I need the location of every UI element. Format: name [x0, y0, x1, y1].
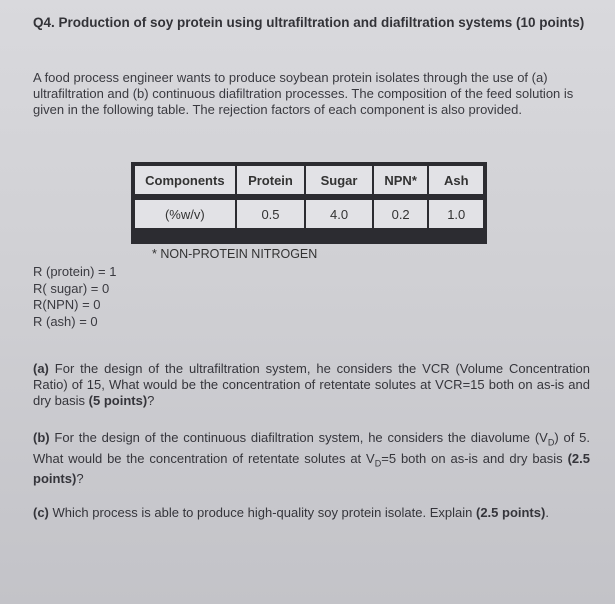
cell-npn: 0.2	[373, 199, 429, 229]
cell-sugar: 4.0	[305, 199, 373, 229]
question-title: Q4. Production of soy protein using ultrafiltration and diafiltration systems (10 points)	[33, 15, 585, 30]
question-c-text: Which process is able to produce high-quality soy protein isolate. Explain	[52, 505, 473, 520]
table-footnote: * NON-PROTEIN NITROGEN	[152, 247, 318, 261]
question-c-end: .	[545, 505, 549, 520]
question-c	[33, 505, 590, 521]
question-a	[33, 361, 590, 409]
question-c-label: (c)	[33, 505, 49, 520]
question-b-label: (b)	[33, 430, 50, 445]
header-sugar: Sugar	[305, 165, 373, 195]
header-components: Components	[134, 165, 236, 195]
cell-protein: 0.5	[236, 199, 306, 229]
cell-ash: 1.0	[428, 199, 484, 229]
rejection-factors	[33, 264, 116, 330]
factor-ash: R (ash) = 0	[33, 313, 98, 329]
question-c-points: (2.5 points)	[475, 505, 546, 520]
question-a-label: (a)	[33, 361, 49, 376]
question-b-text-2: ) of 5. What would be the concentration of retentate solutes at V	[33, 430, 590, 466]
question-a-text: For the design of the ultrafiltration system, he considers the VCR (Volume Concentration Ratio) of 15, What would be the concentration of retentate solutes at VCR=15 both on as-is and dry basis	[33, 361, 590, 408]
composition-table-frame	[131, 162, 487, 244]
question-b-sub-1: D	[547, 437, 555, 448]
cell-unit: (%w/v)	[134, 199, 236, 229]
question-b-text-1: For the design of the continuous diafiltration system, he considers the diavolume (V	[54, 430, 548, 445]
question-b-points: (2.5 points)	[33, 450, 590, 487]
header-protein: Protein	[236, 165, 306, 195]
table-header-row	[134, 165, 484, 195]
header-ash: Ash	[428, 165, 484, 195]
question-b-sub-2: D	[374, 458, 382, 469]
composition-table	[134, 165, 484, 229]
factor-sugar: R( sugar) = 0	[33, 280, 110, 296]
table-row	[134, 199, 484, 229]
question-a-points: (5 points)	[88, 393, 148, 408]
intro-paragraph: A food process engineer wants to produce soybean protein isolates through the use of (a) ultrafiltration and (b) continuous diafiltration processes. The composition of the feed solution is given in the following table. The rejection factors of each component is also provided.	[33, 70, 574, 117]
question-b-text-3: =5 both on as-is and dry basis	[381, 450, 563, 466]
factor-protein: R (protein) = 1	[33, 264, 117, 279]
question-b	[33, 430, 590, 487]
header-npn: NPN*	[373, 165, 429, 195]
question-b-end: ?	[76, 471, 84, 487]
factor-npn: R(NPN) = 0	[33, 297, 101, 312]
question-a-end: ?	[147, 393, 155, 408]
